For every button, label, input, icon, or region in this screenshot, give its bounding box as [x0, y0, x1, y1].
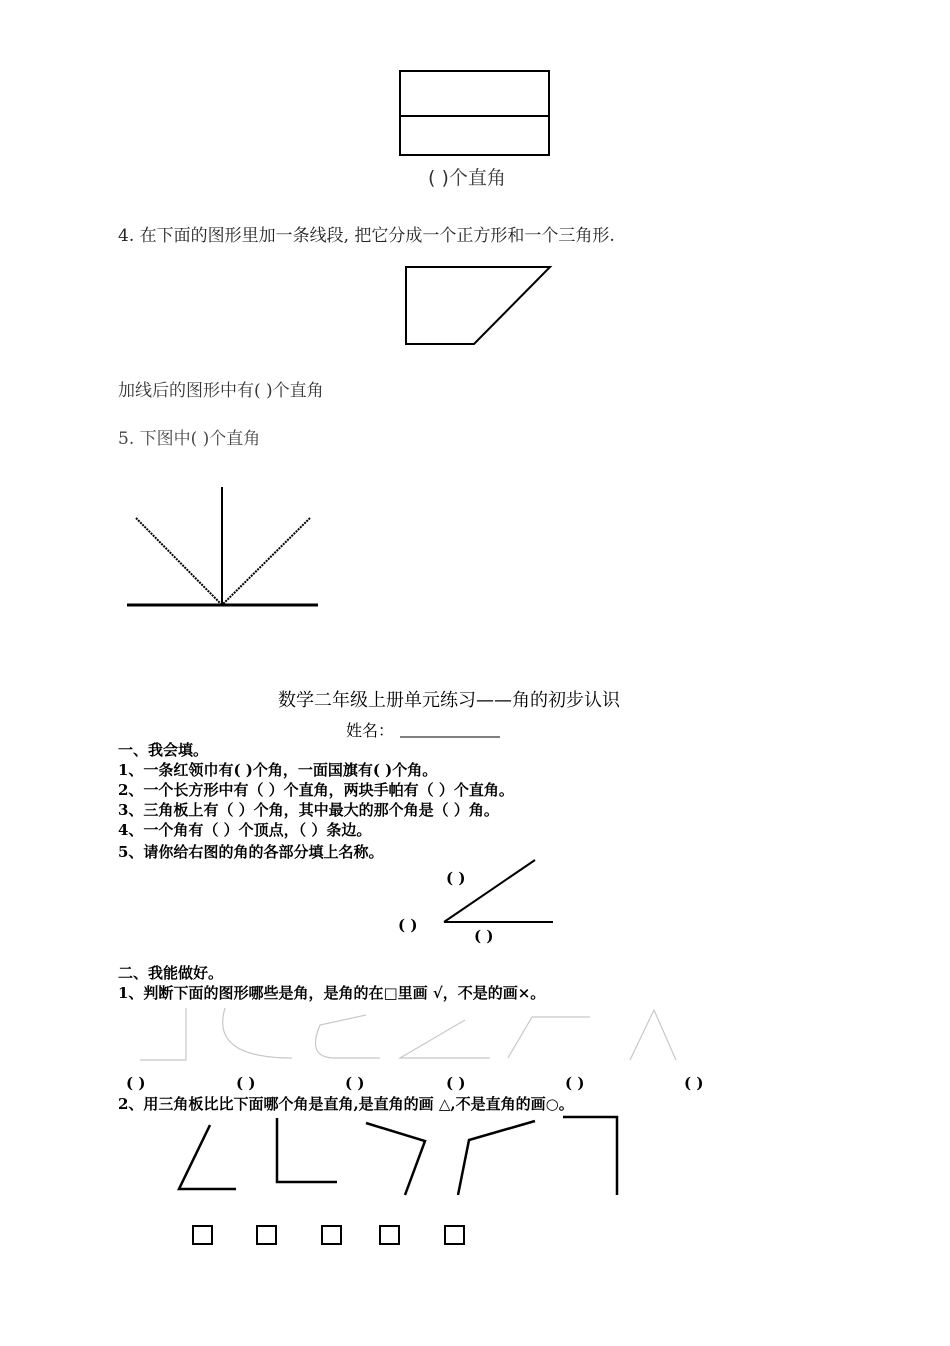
- trapezoid-figure: [406, 267, 550, 344]
- section-1-item: 4、一个角有（ ）个顶点，（ ）条边。: [118, 821, 372, 839]
- compare-angle-1: [179, 1125, 236, 1189]
- judge-blank: ( ): [565, 1074, 585, 1092]
- judge-figure-3: [315, 1015, 380, 1058]
- compare-angle-2: [277, 1118, 337, 1182]
- angle-vertex-label-blank: ( ): [398, 916, 418, 934]
- section-2-question-1: 1、判断下面的图形哪些是角，是角的在□里画 √，不是的画×。: [118, 984, 546, 1002]
- section-2-heading: 二、我能做好。: [118, 964, 224, 982]
- judge-figure-1: [140, 1008, 186, 1060]
- judge-blank: ( ): [684, 1074, 704, 1092]
- section-1-item: 2、一个长方形中有（ ）个直角，两块手帕有（ ）个直角。: [118, 781, 514, 799]
- name-label: 姓名：: [346, 721, 395, 740]
- section-1-heading: 一、我会填。: [118, 741, 209, 759]
- compare-angle-5: [563, 1117, 617, 1195]
- answer-box-5: [445, 1226, 464, 1244]
- answer-boxes: [193, 1226, 464, 1244]
- worksheet-title: 数学二年级上册单元练习——角的初步认识: [278, 690, 620, 711]
- judge-figure-4: [400, 1020, 490, 1058]
- judge-figure-5: [508, 1017, 590, 1058]
- answer-box-2: [257, 1226, 276, 1244]
- judge-blank: ( ): [345, 1074, 365, 1092]
- judge-figures: [140, 1008, 676, 1060]
- section-1-item: 3、三角板上有（ ）个角，其中最大的那个角是（ ）角。: [118, 801, 499, 819]
- angle-base-label-blank: ( ): [474, 927, 494, 945]
- rectangle-figure: [400, 71, 549, 155]
- question-4-answer: 加线后的图形中有( )个直角: [118, 381, 324, 401]
- section-1-item: 5、请你给右图的角的各部分填上名称。: [118, 843, 384, 861]
- compare-angle-3: [366, 1123, 425, 1195]
- answer-box-4: [380, 1226, 399, 1244]
- judge-figure-6: [630, 1010, 676, 1060]
- question-5: 5. 下图中( )个直角: [118, 429, 261, 449]
- answer-box-3: [322, 1226, 341, 1244]
- judge-blank: ( ): [126, 1074, 146, 1092]
- rectangle-caption: ( )个直角: [428, 167, 506, 189]
- answer-box-1: [193, 1226, 212, 1244]
- compare-angle-figures: [179, 1117, 617, 1195]
- judge-figure-2: [223, 1008, 292, 1058]
- right-angle-figure: [127, 487, 318, 605]
- question-4: 4. 在下面的图形里加一条线段, 把它分成一个正方形和一个三角形.: [118, 226, 615, 246]
- angle-side-label-blank: ( ): [446, 869, 466, 887]
- section-1-item: 1、一条红领巾有( )个角，一面国旗有( )个角。: [118, 761, 438, 779]
- judge-blank: ( ): [446, 1074, 466, 1092]
- compare-angle-4: [458, 1121, 535, 1195]
- judge-blank: ( ): [236, 1074, 256, 1092]
- section-2-question-2: 2、用三角板比比下面哪个角是直角,是直角的画 △,不是直角的画○。: [118, 1095, 574, 1113]
